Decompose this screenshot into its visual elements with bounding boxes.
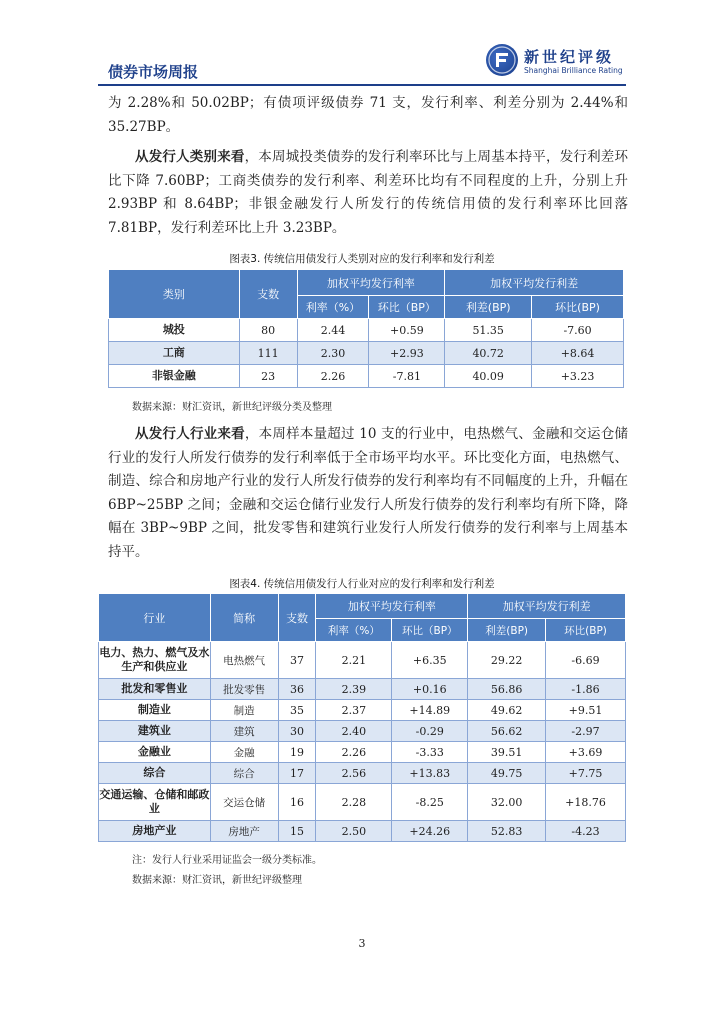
cell-spread-change: +9.51 [546,700,626,721]
cell-rate-change: +6.35 [392,642,468,679]
paragraph-continuation: 为 2.28%和 50.02BP；有债项评级债券 71 支，发行利率、利差分别为 2.44%和 35.27BP。 [108,95,628,135]
cell-spread: 52.83 [468,821,546,842]
header-rate-change: 环比（BP） [392,619,468,642]
cell-spread: 39.51 [468,742,546,763]
cell-abbr: 电热燃气 [210,642,278,679]
cell-rate-change: +13.83 [392,763,468,784]
cell-name: 金融业 [99,742,211,763]
table-row [109,319,624,342]
cell-spread-change: +7.75 [546,763,626,784]
paragraph-lead: 从发行人类别来看 [135,149,245,165]
table-row [99,642,626,679]
logo-emblem-icon [486,44,518,76]
cell-count: 17 [278,763,316,784]
cell-abbr: 交运仓储 [210,784,278,821]
cell-name: 建筑业 [99,721,211,742]
cell-rate: 2.40 [316,721,392,742]
cell-rate-change: +2.93 [369,342,445,365]
header-spread-group: 加权平均发行利差 [468,594,626,619]
table-row [99,700,626,721]
cell-rate: 2.21 [316,642,392,679]
table3-source: 数据来源：财汇资讯，新世纪评级分类及整理 [132,402,332,413]
header-rate-group: 加权平均发行利率 [297,270,445,296]
table-row [99,679,626,700]
table-row [99,742,626,763]
cell-rate: 2.26 [316,742,392,763]
table-row [99,821,626,842]
header-spread: 利差(BP) [445,296,532,319]
header-rate-change: 环比（BP） [369,296,445,319]
header-spread-group: 加权平均发行利差 [445,270,624,296]
paragraph-body: ，本周样本量超过 10 支的行业中，电热燃气、金融和交运仓储行业的发行人所发行债券的发行利率低于全市场平均水平。环比变化方面，电热燃气、制造、综合和房地产行业的发行人所发行债券的发行利率均有不同幅度的上升，升幅在 6BP~25BP 之间；金融和交运仓储行业发行人所发行债券的发行利率均有所下降，降幅在 3BP~9BP 之间，批发零售和建筑行业发行人所发行债券的发行利率与上周基本持平。 [108,426,629,560]
header-abbr: 简称 [210,594,278,642]
paragraph-lead: 从发行人行业来看 [135,426,245,442]
cell-spread-change: -4.23 [546,821,626,842]
cell-rate: 2.37 [316,700,392,721]
cell-name: 制造业 [99,700,211,721]
cell-name: 城投 [109,319,240,342]
cell-name: 综合 [99,763,211,784]
cell-rate-change: +0.59 [369,319,445,342]
header-industry: 行业 [99,594,211,642]
cell-count: 111 [239,342,297,365]
header-rate: 利率（%） [297,296,369,319]
header-count: 支数 [278,594,316,642]
cell-rate: 2.28 [316,784,392,821]
table-row [99,784,626,821]
table-row [109,365,624,388]
cell-rate-change: +14.89 [392,700,468,721]
logo-english-name: Shanghai Brilliance Rating [524,66,623,75]
table-row [109,342,624,365]
cell-spread-change: -7.60 [532,319,624,342]
cell-rate-change: -8.25 [392,784,468,821]
cell-spread: 49.75 [468,763,546,784]
report-title: 债券市场周报 [108,63,199,81]
cell-spread: 40.72 [445,342,532,365]
cell-name: 批发和零售业 [99,679,211,700]
cell-spread-change: +18.76 [546,784,626,821]
cell-rate: 2.39 [316,679,392,700]
cell-rate: 2.26 [297,365,369,388]
header-rate-group: 加权平均发行利率 [316,594,468,619]
cell-count: 37 [278,642,316,679]
cell-name: 房地产业 [99,821,211,842]
cell-abbr: 金融 [210,742,278,763]
cell-rate: 2.50 [316,821,392,842]
header-spread: 利差(BP) [468,619,546,642]
table4-note: 注：发行人行业采用证监会一级分类标准。 [132,855,322,866]
cell-spread-change: +3.23 [532,365,624,388]
table4-source: 数据来源：财汇资讯，新世纪评级整理 [132,875,302,886]
cell-count: 36 [278,679,316,700]
cell-abbr: 制造 [210,700,278,721]
cell-abbr: 房地产 [210,821,278,842]
header-spread-change: 环比(BP) [546,619,626,642]
company-logo [486,42,626,82]
header-count: 支数 [239,270,297,319]
cell-spread: 51.35 [445,319,532,342]
cell-rate: 2.56 [316,763,392,784]
cell-rate-change: +0.16 [392,679,468,700]
header-category: 类别 [109,270,240,319]
cell-rate-change: +24.26 [392,821,468,842]
cell-count: 30 [278,721,316,742]
cell-spread-change: -2.97 [546,721,626,742]
table4 [98,593,626,842]
paragraph-issuer-industry [108,423,628,564]
cell-name: 交通运输、仓储和邮政业 [99,784,211,821]
cell-spread: 56.62 [468,721,546,742]
cell-abbr: 综合 [210,763,278,784]
cell-name: 工商 [109,342,240,365]
paragraph-issuer-category [108,146,628,240]
cell-spread: 56.86 [468,679,546,700]
cell-count: 16 [278,784,316,821]
cell-count: 35 [278,700,316,721]
cell-count: 15 [278,821,316,842]
cell-spread: 40.09 [445,365,532,388]
cell-spread-change: -1.86 [546,679,626,700]
paragraph-body: ，本周城投类债券的发行利率环比与上周基本持平，发行利差环比下降 7.60BP；工商类债券的发行利率、利差环比均有不同程度的上升，分别上升 2.93BP 和 8.64BP；非银金融发行人所发行的传统信用债的发行利率环比回落 7.81BP，发行利差环比上升 3.23BP。 [108,149,629,236]
page-number: 3 [358,937,366,950]
cell-spread-change: +8.64 [532,342,624,365]
header-spread-change: 环比(BP) [532,296,624,319]
table3-caption: 图表3. 传统信用债发行人类别对应的发行利率和发行利差 [229,253,495,265]
table3 [108,269,624,388]
cell-rate-change: -0.29 [392,721,468,742]
cell-spread: 49.62 [468,700,546,721]
cell-rate: 2.44 [297,319,369,342]
cell-name: 电力、热力、燃气及水生产和供应业 [99,642,211,679]
cell-rate-change: -7.81 [369,365,445,388]
cell-name: 非银金融 [109,365,240,388]
cell-spread-change: -6.69 [546,642,626,679]
cell-abbr: 批发零售 [210,679,278,700]
cell-spread: 29.22 [468,642,546,679]
cell-count: 19 [278,742,316,763]
cell-spread-change: +3.69 [546,742,626,763]
cell-spread: 32.00 [468,784,546,821]
cell-abbr: 建筑 [210,721,278,742]
cell-rate: 2.30 [297,342,369,365]
table-row [99,721,626,742]
cell-rate-change: -3.33 [392,742,468,763]
table4-caption: 图表4. 传统信用债发行人行业对应的发行利率和发行利差 [229,578,495,590]
header-divider [98,84,626,86]
header-rate: 利率（%） [316,619,392,642]
cell-count: 80 [239,319,297,342]
cell-count: 23 [239,365,297,388]
table-row [99,763,626,784]
logo-chinese-name: 新世纪评级 [524,48,615,66]
